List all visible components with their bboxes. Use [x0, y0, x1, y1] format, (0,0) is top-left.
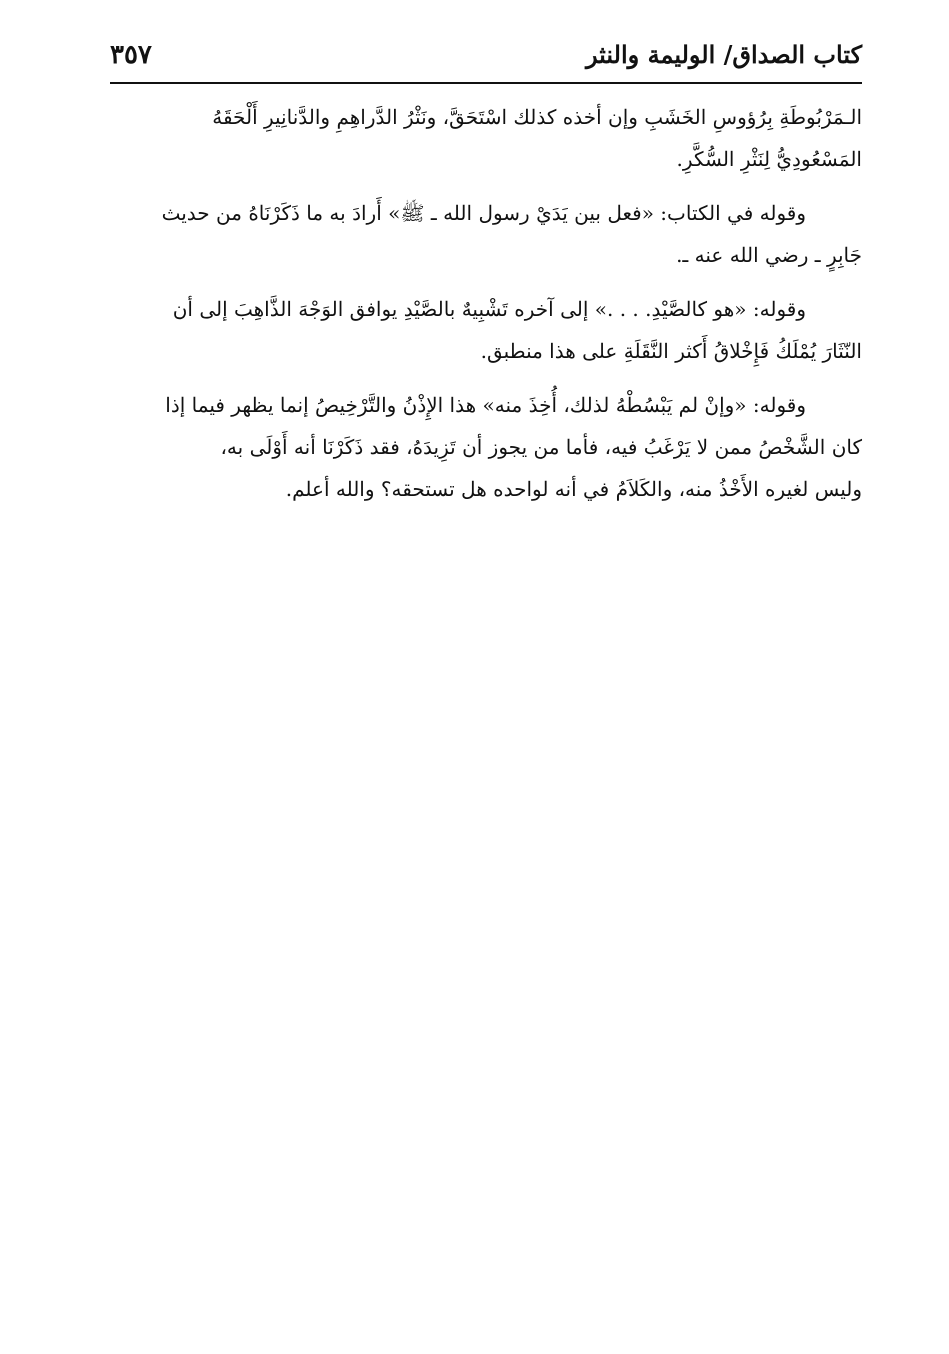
- header-rule: [110, 82, 862, 84]
- paragraph-4: وقوله: «وإنْ لم يَبْسُطْهُ لذلك، أُخِذَ منه» هذا الإِذْنُ والتَّرْخِيصُ إنما يظهر فيما إذا كان الشَّخْصُ ممن لا يَرْغَبُ فيه، فأما من يجوز أن تَزِيدَهُ، فقد ذَكَرْنَا أنه أَوْلَى به، وليس لغيره الأَخْذُ منه، والكَلاَمُ في أنه لواحده هل تستحقه؟ والله أعلم.: [165, 393, 862, 501]
- page-number: ٣٥٧: [110, 40, 152, 70]
- paragraph-1: الـمَرْبُوطَةِ بِرُؤوسِ الخَشَبِ وإن أخذه كذلك اسْتَحَقَّ، ونَثْرُ الدَّراهِمِ والدَّنانِيرِ أَلْحَقَهُ المَسْعُودِيُّ لِنَثْرِ السُّكَّرِ.: [212, 105, 862, 171]
- body-text: [110, 96, 862, 522]
- paragraph-3: وقوله: «هو كالصَّيْدِ. . . .» إلى آخره تَشْبِيهٌ بالصَّيْدِ يوافق الوَجْهَ الذَّاهِبَ إلى أن النّثَارَ يُمْلَكُ فَإِخْلاقُ أَكثر النَّقَلَةِ على هذا منطبق.: [172, 297, 862, 363]
- running-title: كتاب الصداق/ الوليمة والنثر: [585, 40, 862, 69]
- page-header: [110, 38, 862, 80]
- paragraph-2: وقوله في الكتاب: «فعل بين يَدَيْ رسول الله ـ ﷺ» أَرادَ به ما ذَكَرْنَاهُ من حديث جَابِرٍ ـ رضي الله عنه ـ.: [161, 201, 862, 267]
